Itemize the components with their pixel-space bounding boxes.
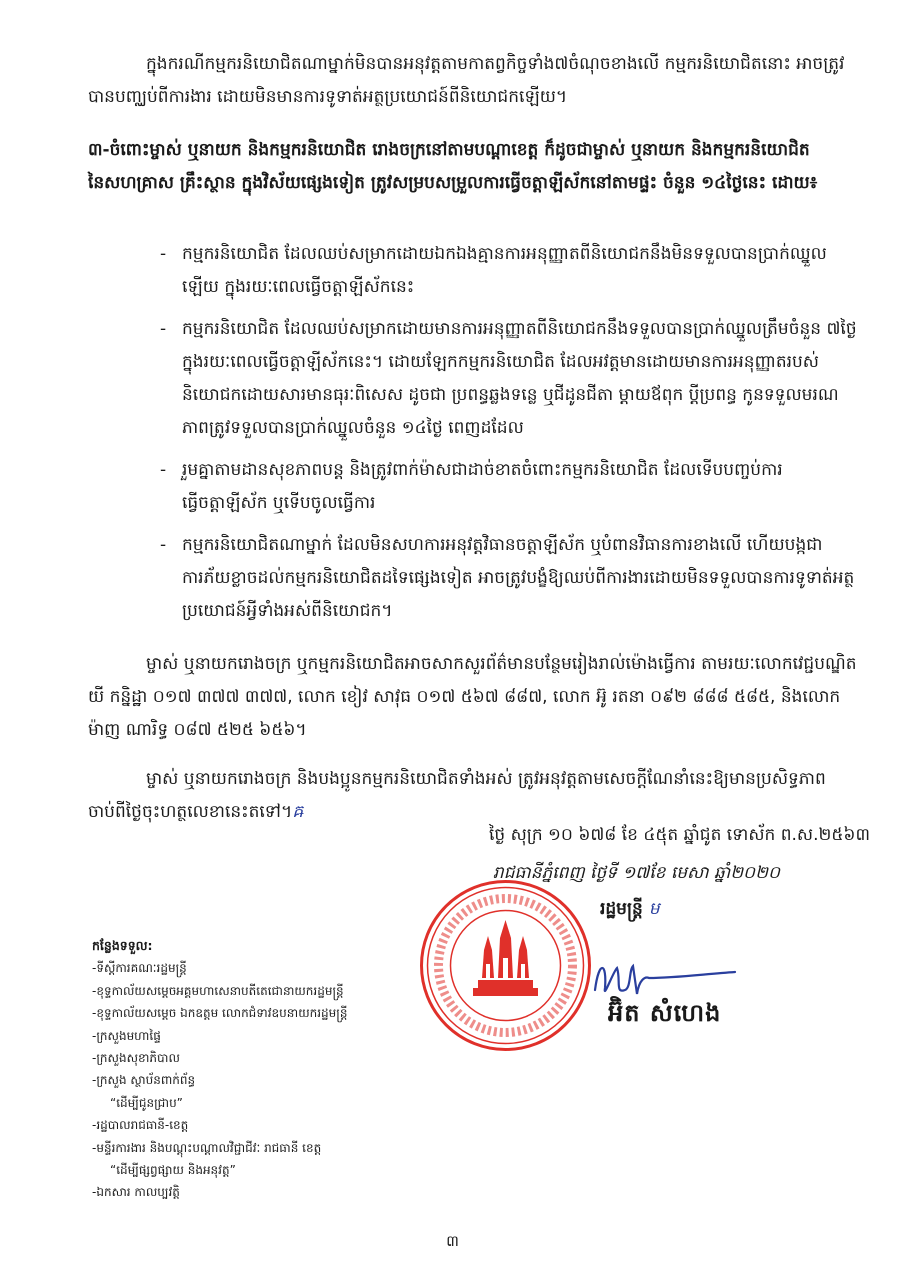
- bullet-text: កម្មករនិយោជិត ដែលឈប់សម្រាកដោយមានការអនុញ្ញាតពីនិយោជកនឹងទទួលបានប្រាក់ឈ្នួលត្រឹមចំនួន ៧ថ្ងៃ ក្នុងរយៈពេលធ្វើចត្តាឡីស័កនេះ។ ដោយឡែកកម្មករនិយោជិត ដែលអវត្តមានដោយមានការអនុញ្ញាតរបស់និយោជកដោយសារមានធុរៈពិសេស ដូចជា ប្រពន្ធឆ្លងទន្លេ ឬជីដូនជីតា ម្តាយឪពុក ប្តីប្រពន្ធ កូនទទួលមរណភាពត្រូវទទួលបានប្រាក់ឈ្នួលចំនួន ១៤ថ្ងៃ ពេញដដែល: [182, 319, 857, 438]
- recipient-item: -រដ្ឋបាលរាជធានី-ខេត្ត: [92, 1118, 189, 1133]
- recipient-item: -ខុទ្ទកាល័យសម្តេចអគ្គមហាសេនាបតីតេជោនាយករដ្ឋមន្ត្រី: [92, 983, 344, 998]
- minister-title-text: រដ្ឋមន្ត្រី: [600, 899, 643, 919]
- bullet-text: កម្មករនិយោជិតណាម្នាក់ ដែលមិនសហការអនុវត្តវិធានចត្តាឡីស័ក ឬបំពានវិធានការខាងលើ ហើយបង្កជាការភ័យខ្លាចដល់កម្មករនិយោជិតដទៃផ្សេងទៀត អាចត្រូវបង្ខំឱ្យឈប់ពីការងារដោយមិនទទួលបានការទូទាត់អត្ថប្រយោជន៍អ្វីទាំងអស់ពីនិយោជក។: [182, 535, 855, 621]
- recipient-item: -ក្រសួងសុខាភិបាល: [92, 1051, 180, 1066]
- recipients-heading: កន្លែងទទួល:: [92, 938, 153, 953]
- bullet-text: កម្មករនិយោជិត ដែលឈប់សម្រាកដោយឯកឯងគ្មានការអនុញ្ញាតពីនិយោជកនឹងមិនទទួលបានប្រាក់ឈ្នួលឡើយ ក្នុងរយៈពេលធ្វើចត្តាឡីស័កនេះ: [182, 244, 827, 297]
- initials-mark: ឝ: [292, 802, 303, 822]
- minister-title: [600, 898, 660, 923]
- bullet-item: [160, 313, 860, 445]
- recipient-item: -ឯកសារ កាលប្បវត្តិ: [92, 1185, 180, 1200]
- paragraph-effective-text: ម្ចាស់ ឬនាយករោងចក្រ និងបងប្អូនកម្មករនិយោជិតទាំងអស់ ត្រូវអនុវត្តតាមសេចក្តីណែនាំនេះឱ្យមានប្រសិទ្ធភាពចាប់ពីថ្ងៃចុះហត្ថលេខានេះតទៅ។: [88, 769, 826, 822]
- bullet-item: [160, 529, 860, 628]
- page-number: ៣: [446, 1232, 459, 1250]
- bullet-dash: -: [160, 460, 167, 480]
- recipients-block: [92, 935, 452, 1204]
- recipient-item: -ក្រសួង ស្ថាប័នពាក់ព័ន្ធ: [92, 1073, 196, 1088]
- bullet-text: រួមគ្នាតាមដានសុខភាពបន្ត និងត្រូវពាក់ម៉ាសជាដាច់ខាតចំពោះកម្មករនិយោជិត ដែលទើបបញ្ចប់ការធ្វើចត្តាឡីស័ក ឬទើបចូលធ្វើការ: [182, 460, 783, 513]
- recipient-item: -ក្រសួងមហាផ្ទៃ: [92, 1028, 161, 1043]
- paragraph-contacts: ម្ចាស់ ឬនាយករោងចក្រ ឬកម្មករនិយោជិតអាចសាកសួរព័ត៌មានបន្ថែមរៀងរាល់ម៉ោងធ្វើការ តាមរយៈលោកវេជ្ជបណ្ឌិត យី កន្និដ្ឋា ០១៧ ៣៧៧ ៣៧៧, លោក ខៀវ សាវុធ ០១៧ ៥៦៧ ៨៨៧, លោក អ៊ូ រតនា ០៩២ ៨៨៨ ៥៨៥, និងលោក ម៉ាញ ណារិទ្ធ ០៨៧ ៥២៥ ៦៥៦។: [88, 654, 857, 740]
- recipient-note: “ដើម្បីជូនជ្រាប”: [110, 1095, 183, 1110]
- paragraph-section-3: ៣-ចំពោះម្ចាស់ ឬនាយក និងកម្មករនិយោជិត រោងចក្រនៅតាមបណ្តាខេត្ត ក៏ដូចជាម្ចាស់ ឬនាយក និងកម្មករនិយោជិត នៃសហគ្រាស គ្រឹះស្ថាន ក្នុងវិស័យផ្សេងទៀត ត្រូវសម្របសម្រួលការធ្វើចត្តាឡីស័កនៅតាមផ្ទះ ចំនួន ១៤ថ្ងៃនេះ ដោយ៖: [88, 140, 818, 193]
- bullet-dash: -: [160, 535, 167, 555]
- bullet-item: [160, 238, 860, 304]
- minister-name: អ៊ិត សំហេង: [608, 999, 722, 1027]
- bullet-dash: -: [160, 319, 167, 339]
- recipient-item: -មន្ទីរការងារ និងបណ្តុះបណ្តាលវិជ្ជាជីវៈ រាជធានី ខេត្ត: [92, 1140, 322, 1155]
- minister-title-mark: ម: [648, 899, 660, 919]
- recipient-note: “ដើម្បីផ្សព្វផ្សាយ និងអនុវត្ត”: [110, 1163, 236, 1178]
- bullet-item: [160, 454, 860, 520]
- bullet-dash: -: [160, 244, 167, 264]
- lunar-date: ថ្ងៃ សុក្រ ១០ ៦៧៨ ខែ ៤៥ុត ឆ្នាំជូត ទោស័ក ព.ស.២៥៦៣: [488, 825, 870, 845]
- bullet-list: [160, 238, 860, 637]
- solar-date: រាជធានីភ្នំពេញ ថ្ងៃទី ១៧ខែ មេសា ឆ្នាំ២០២០: [492, 863, 780, 883]
- paragraph-consequence: ក្នុងករណីកម្មករនិយោជិតណាម្នាក់មិនបានអនុវត្តតាមកាតព្វកិច្ចទាំង៧ចំណុចខាងលើ កម្មករនិយោជិតនោះ អាចត្រូវបានបញ្ឈប់ពីការងារ ដោយមិនមានការទូទាត់អត្ថប្រយោជន៍ពីនិយោជកឡើយ។: [88, 54, 845, 107]
- recipient-item: -ទីស្តីការគណៈរដ្ឋមន្ត្រី: [92, 961, 187, 976]
- recipient-item: -ខុទ្ទកាល័យសម្តេច ឯកឧត្តម លោកជំទាវឧបនាយករដ្ឋមន្ត្រី: [92, 1006, 348, 1021]
